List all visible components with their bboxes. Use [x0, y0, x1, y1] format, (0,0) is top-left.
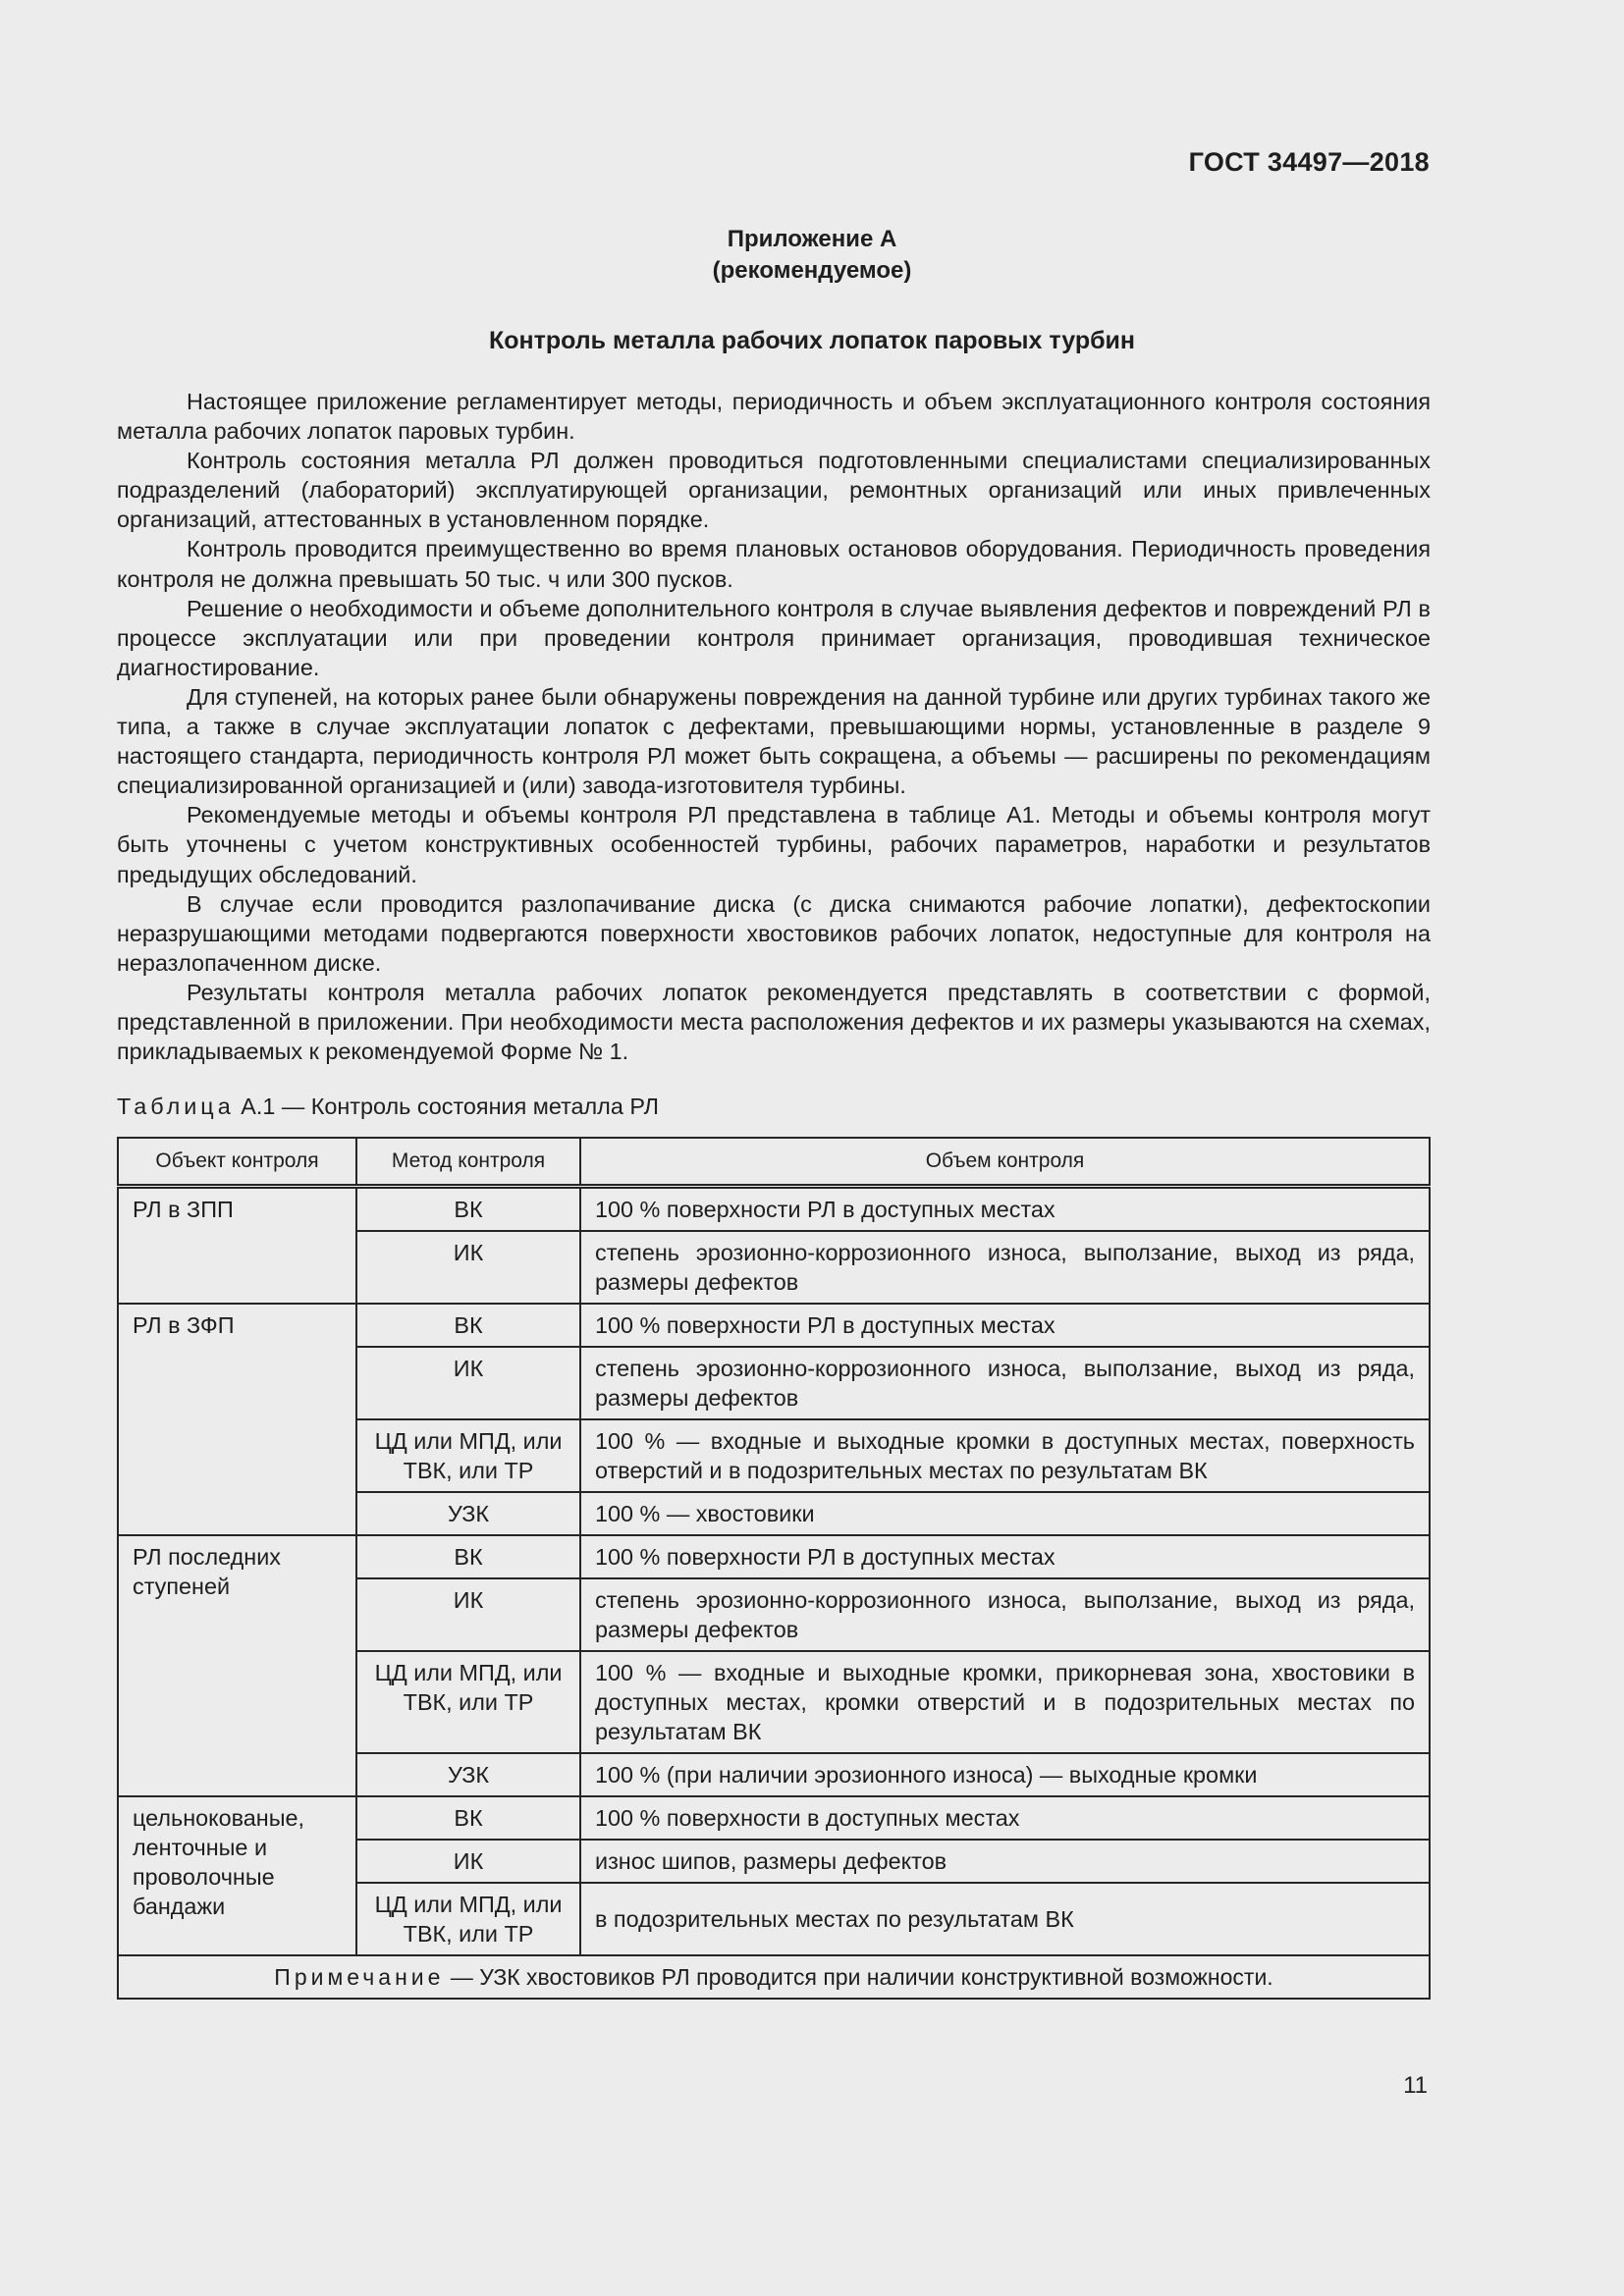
paragraph: Настоящее приложение регламентирует методы, периодичность и объем эксплуатационного контроля состояния металла рабочих лопаток паровых турбин.	[117, 389, 1431, 445]
method-cell: ВК	[356, 1535, 580, 1578]
volume-cell: 100 % поверхности в доступных местах	[580, 1796, 1430, 1840]
paragraph: Для ступеней, на которых ранее были обнаружены повреждения на данной турбине или других турбинах такого же типа, а также в случае эксплуатации лопаток с дефектами, превышающими нормы, установленные в разделе 9 настоящего стандарта, периодичность контроля РЛ может быть сокращена, а объемы — расширены по рекомендациям специализированной организацией и (или) завода-изготовителя турбины.	[117, 683, 1431, 799]
section-title: Контроль металла рабочих лопаток паровых турбин	[488, 327, 1136, 354]
method-cell: ЦД или МПД, или ТВК, или ТР	[356, 1651, 580, 1753]
method-cell: ЦД или МПД, или ТВК, или ТР	[356, 1883, 580, 1955]
paragraph: Результаты контроля металла рабочих лопаток рекомендуется представлять в соответствии с формой, представленной в приложении. При необходимости места расположения дефектов и их размеры указываются на схемах, прикладываемых к рекомендуемой Форме № 1.	[117, 979, 1431, 1065]
table-row	[118, 1187, 1430, 1232]
document-code: ГОСТ 34497—2018	[1188, 147, 1430, 177]
table-note-row	[118, 1955, 1430, 1999]
volume-cell: степень эрозионно-коррозионного износа, выползание, выход из ряда, размеры дефектов	[580, 1347, 1430, 1419]
note-text: — УЗК хвостовиков РЛ проводится при наличии конструктивной возможности.	[444, 1964, 1273, 1990]
table-caption-label: Таблица	[117, 1094, 235, 1119]
table-caption-text: А.1 — Контроль состояния металла РЛ	[234, 1094, 659, 1119]
volume-cell: 100 % (при наличии эрозионного износа) — выходные кромки	[580, 1753, 1430, 1796]
method-cell: ИК	[356, 1840, 580, 1883]
table-row	[118, 1304, 1430, 1347]
table-note	[118, 1955, 1430, 1999]
volume-cell: степень эрозионно-коррозионного износа, выползание, выход из ряда, размеры дефектов	[580, 1578, 1430, 1651]
appendix-subtitle: (рекомендуемое)	[712, 257, 912, 284]
appendix-heading	[0, 224, 1624, 287]
table-caption	[117, 1094, 659, 1120]
column-header-method: Метод контроля	[356, 1138, 580, 1187]
method-cell: ИК	[356, 1347, 580, 1419]
method-cell: ВК	[356, 1187, 580, 1232]
method-cell: ВК	[356, 1304, 580, 1347]
paragraph: Контроль состояния металла РЛ должен проводиться подготовленными специалистами специализированных подразделений (лабораторий) эксплуатирующей организации, ремонтных организаций или иных привлеченных организаций, аттестованных в установленном порядке.	[117, 448, 1431, 533]
paragraph: В случае если проводится разлопачивание диска (с диска снимаются рабочие лопатки), дефектоскопии неразрушающими методами подвергаются поверхности хвостовиков рабочих лопаток, недоступные для контроля на неразлопаченном диске.	[117, 890, 1431, 976]
volume-cell: 100 % поверхности РЛ в доступных местах	[580, 1535, 1430, 1578]
table-row	[118, 1796, 1430, 1840]
method-cell: ВК	[356, 1796, 580, 1840]
object-cell: РЛ последних ступеней	[118, 1535, 356, 1796]
object-cell: РЛ в ЗФП	[118, 1304, 356, 1535]
note-label: Примечание	[274, 1964, 445, 1990]
object-cell: цельнокованые, ленточные и проволочные бандажи	[118, 1796, 356, 1955]
volume-cell: степень эрозионно-коррозионного износа, выползание, выход из ряда, размеры дефектов	[580, 1231, 1430, 1304]
table-row	[118, 1535, 1430, 1578]
volume-cell: в подозрительных местах по результатам ВК	[580, 1883, 1430, 1955]
volume-cell: 100 % — входные и выходные кромки в доступных местах, поверхность отверстий и в подозрительных местах по результатам ВК	[580, 1419, 1430, 1492]
control-table	[117, 1137, 1431, 2000]
method-cell: УЗК	[356, 1492, 580, 1535]
volume-cell: 100 % — хвостовики	[580, 1492, 1430, 1535]
volume-cell: 100 % поверхности РЛ в доступных местах	[580, 1304, 1430, 1347]
page-number: 11	[1403, 2072, 1428, 2099]
body-text	[117, 387, 1431, 1066]
paragraph: Контроль проводится преимущественно во время плановых остановов оборудования. Периодичность проведения контроля не должна превышать 50 тыс. ч или 300 пусков.	[117, 536, 1431, 592]
volume-cell: 100 % поверхности РЛ в доступных местах	[580, 1187, 1430, 1232]
column-header-object: Объект контроля	[118, 1138, 356, 1187]
method-cell: ИК	[356, 1578, 580, 1651]
method-cell: УЗК	[356, 1753, 580, 1796]
paragraph: Рекомендуемые методы и объемы контроля РЛ представлена в таблице А1. Методы и объемы контроля могут быть уточнены с учетом конструктивных особенностей турбины, рабочих параметров, наработки и результатов предыдущих обследований.	[117, 802, 1431, 887]
column-header-volume: Объем контроля	[580, 1138, 1430, 1187]
method-cell: ЦД или МПД, или ТВК, или ТР	[356, 1419, 580, 1492]
volume-cell: 100 % — входные и выходные кромки, прикорневая зона, хвостовики в доступных местах, кромки отверстий и в подозрительных местах по результатам ВК	[580, 1651, 1430, 1753]
table-header-row	[118, 1138, 1430, 1187]
method-cell: ИК	[356, 1231, 580, 1304]
volume-cell: износ шипов, размеры дефектов	[580, 1840, 1430, 1883]
appendix-title: Приложение А	[727, 226, 897, 252]
object-cell: РЛ в ЗПП	[118, 1187, 356, 1305]
paragraph: Решение о необходимости и объеме дополнительного контроля в случае выявления дефектов и повреждений РЛ в процессе эксплуатации или при проведении контроля принимает организация, проводившая техническое диагностирование.	[117, 595, 1431, 680]
